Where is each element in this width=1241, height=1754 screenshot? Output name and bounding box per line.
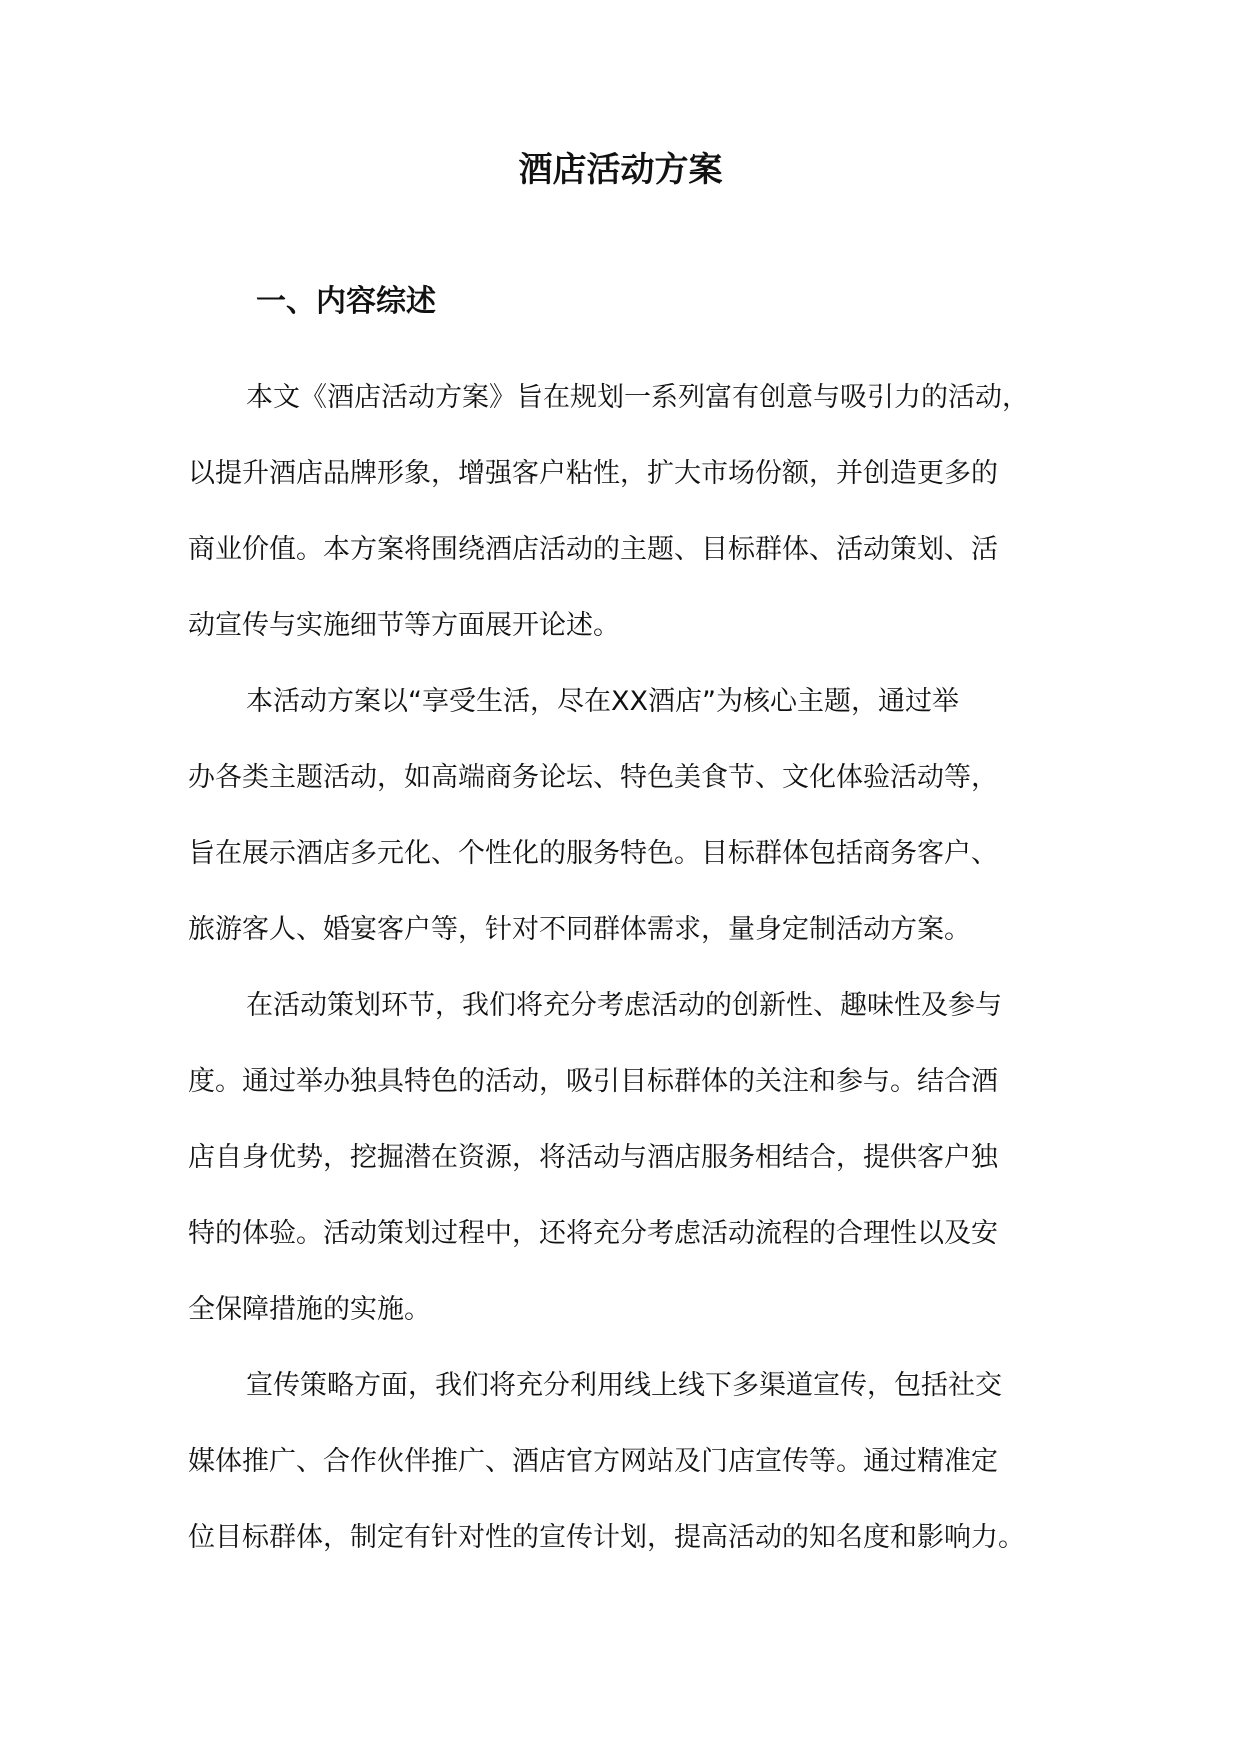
paragraph-1 [188,360,1058,664]
paragraph-line: 特的体验。活动策划过程中，还将充分考虑活动流程的合理性以及安 [188,1218,998,1249]
paragraph-line: 动宣传与实施细节等方面展开论述。 [188,610,620,641]
paragraph-4 [188,1348,1058,1576]
paragraph-line: 旅游客人、婚宴客户等，针对不同群体需求，量身定制活动方案。 [188,914,971,945]
paragraph-2 [188,664,1058,968]
paragraph-line: 商业价值。本方案将围绕酒店活动的主题、目标群体、活动策划、活 [188,534,998,565]
section-heading: 一、内容综述 [256,284,436,319]
paragraph-line: 宣传策略方面，我们将充分利用线上线下多渠道宣传，包括社交 [246,1370,1002,1401]
paragraph-line: 本活动方案以“享受生活，尽在XX酒店”为核心主题，通过举 [246,686,959,717]
document-body [188,360,1058,1576]
paragraph-line: 在活动策划环节，我们将充分考虑活动的创新性、趣味性及参与 [246,990,1002,1021]
paragraph-line: 全保障措施的实施。 [188,1294,431,1325]
paragraph-3 [188,968,1058,1348]
paragraph-line: 度。通过举办独具特色的活动，吸引目标群体的关注和参与。结合酒 [188,1066,998,1097]
paragraph-line: 媒体推广、合作伙伴推广、酒店官方网站及门店宣传等。通过精准定 [188,1446,998,1477]
page-title: 酒店活动方案 [518,150,723,190]
paragraph-line: 以提升酒店品牌形象，增强客户粘性，扩大市场份额，并创造更多的 [188,458,998,489]
paragraph-line: 位目标群体，制定有针对性的宣传计划，提高活动的知名度和影响力。 [188,1522,1025,1553]
paragraph-line: 办各类主题活动，如高端商务论坛、特色美食节、文化体验活动等， [188,762,998,793]
paragraph-line: 本文《酒店活动方案》旨在规划一系列富有创意与吸引力的活动， [246,382,1029,413]
paragraph-line: 店自身优势，挖掘潜在资源，将活动与酒店服务相结合，提供客户独 [188,1142,998,1173]
paragraph-line: 旨在展示酒店多元化、个性化的服务特色。目标群体包括商务客户、 [188,838,998,869]
